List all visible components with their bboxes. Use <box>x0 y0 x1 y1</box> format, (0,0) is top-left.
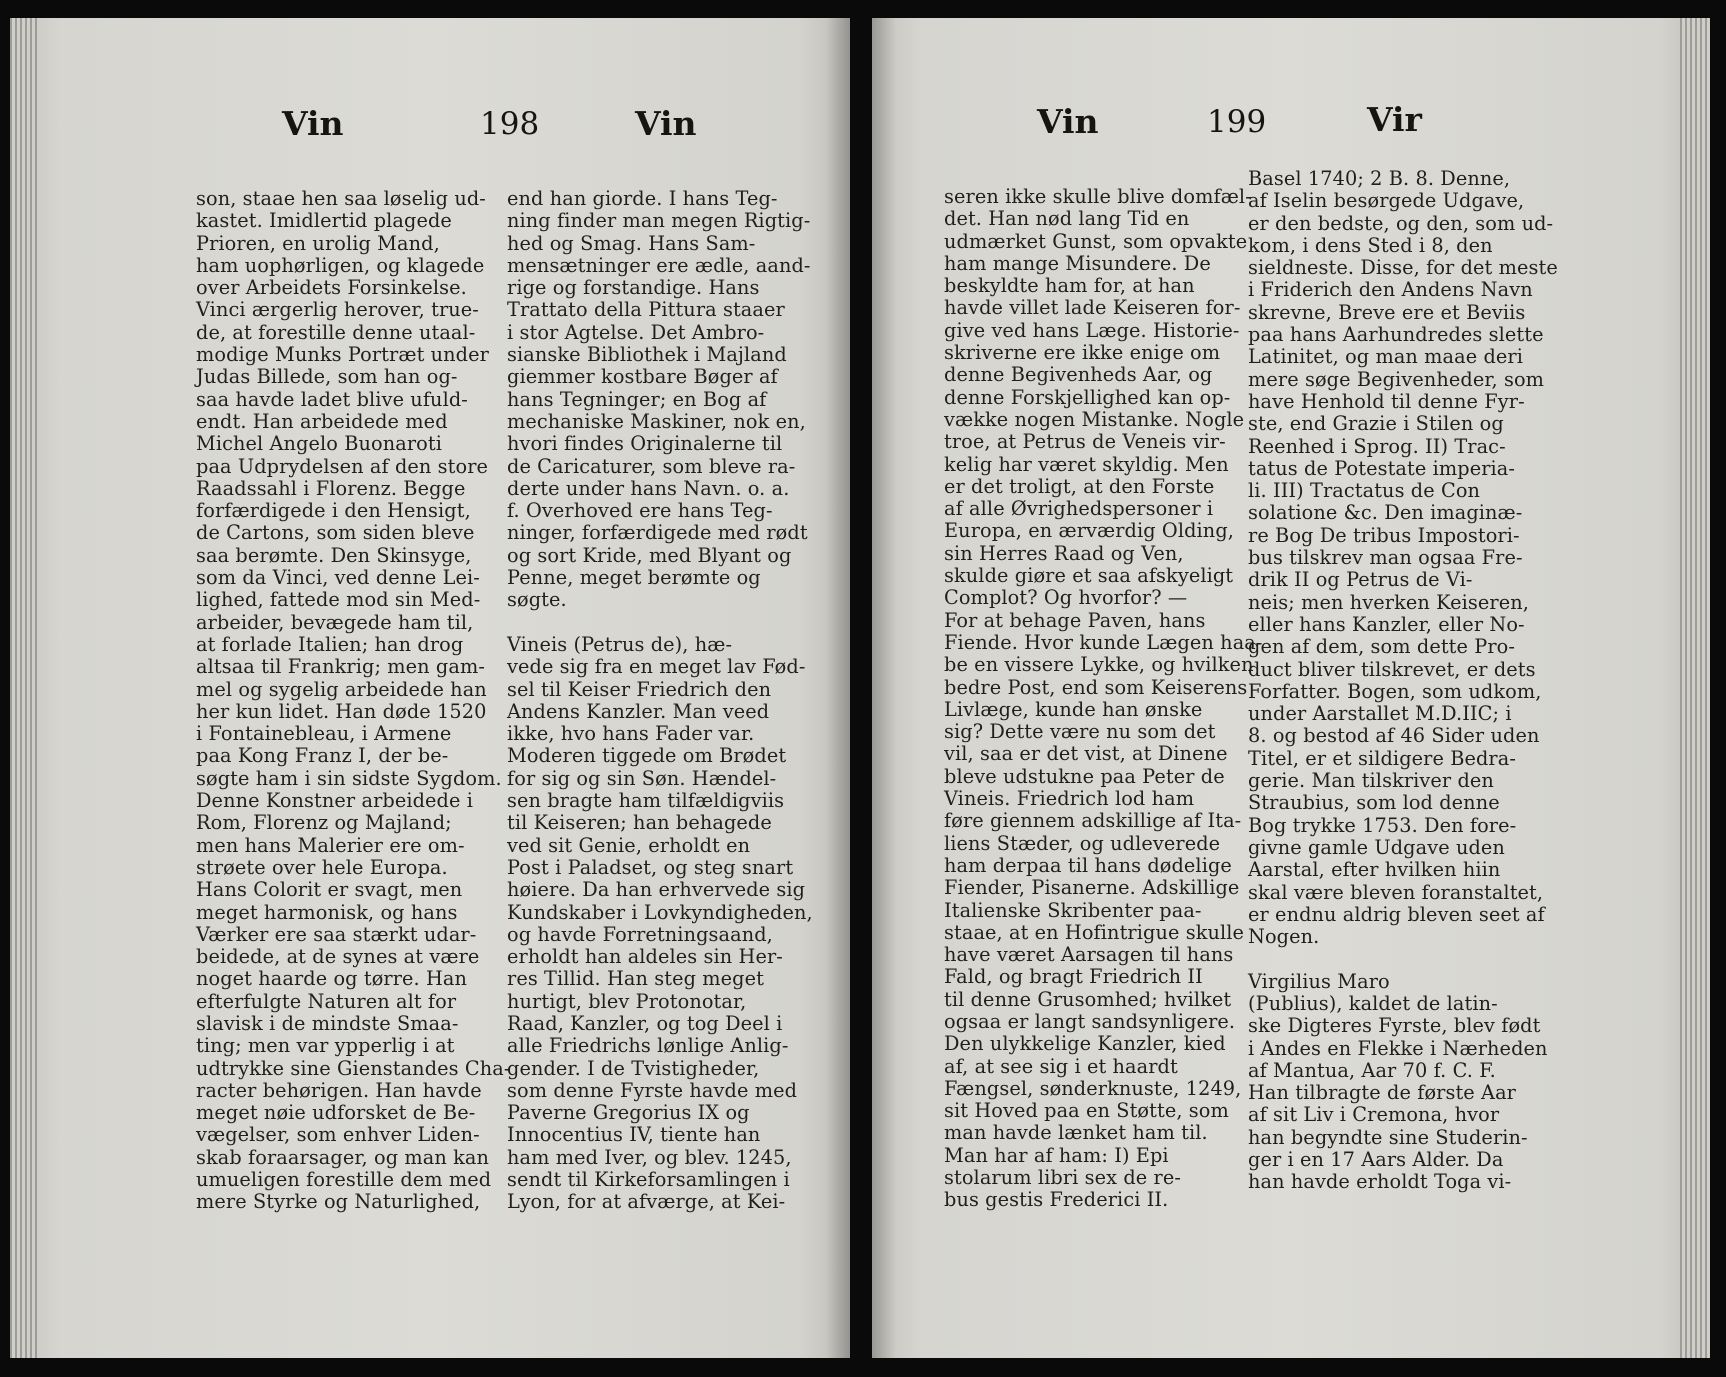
text-line: skrevne, Breve ere et Beviis <box>1248 300 1526 324</box>
text-line: vække nogen Mistanke. Nogle <box>944 407 1245 431</box>
text-line: bus tilskrev man ogsaa Fre- <box>1248 546 1523 570</box>
text-line: efterfulgte Naturen alt for <box>196 989 457 1013</box>
text-line: meget harmonisk, og hans <box>196 900 458 924</box>
text-line: Aarstal, efter hvilken hiin <box>1248 858 1501 882</box>
text-line: Vineis (Petrus de), hæ- <box>507 632 733 656</box>
text-line: son, staae hen saa løselig ud- <box>196 187 486 210</box>
text-line: for sig og sin Søn. Hændel- <box>507 766 777 790</box>
right-column-2 <box>1248 168 1558 1194</box>
text-line: give ved hans Læge. Historie- <box>944 318 1240 342</box>
text-line: ham uophørligen, og klagede <box>196 253 485 277</box>
text-line: Nogen. <box>1248 925 1320 949</box>
text-line: altsaa til Frankrig; men gam- <box>196 655 485 679</box>
text-line: troe, at Petrus de Veneis vir- <box>944 430 1226 454</box>
text-line: de, at forestille denne utaal- <box>196 320 476 344</box>
text-line: af sit Liv i Cremona, hvor <box>1248 1103 1500 1127</box>
text-line: Fiende. Hvor kunde Lægen haa- <box>944 630 1263 654</box>
text-line: ninger, forfærdigede med rødt <box>507 521 808 545</box>
text-line: rige og forstandige. Hans <box>507 276 760 300</box>
text-line: under Aarstallet M.D.IIC; i <box>1248 702 1512 726</box>
text-line: hurtigt, blev Protonotar, <box>507 989 747 1013</box>
paragraph-gap <box>1248 948 1558 970</box>
text-line: modige Munks Portræt under <box>196 343 489 367</box>
text-line: gerie. Man tilskriver den <box>1248 769 1494 793</box>
text-line: er endnu aldrig bleven seet af <box>1248 902 1545 926</box>
text-line: ham med Iver, og blev. 1245, <box>507 1145 792 1169</box>
text-line: Vinci ærgerlig herover, true- <box>196 298 479 322</box>
text-line: Straubius, som lod denne <box>1248 791 1500 815</box>
text-line: gender. I de Tvistigheder, <box>507 1056 760 1080</box>
text-line: som denne Fyrste havde med <box>507 1078 798 1102</box>
text-line: sieldneste. Disse, for det meste <box>1248 256 1558 280</box>
text-line: umueligen forestille dem med <box>196 1168 492 1192</box>
text-line: sin Herres Raad og Ven, <box>944 541 1184 565</box>
text-line: Penne, meget berømte og <box>507 566 761 590</box>
text-line: have Henhold til denne Fyr- <box>1248 389 1525 413</box>
text-line: ting; men var ypperlig i at <box>196 1034 455 1058</box>
text-line: i stor Agtelse. Det Ambro- <box>507 320 765 344</box>
text-line: racter behørigen. Han havde <box>196 1078 482 1102</box>
text-line: Livlæge, kunde han ønske <box>944 697 1203 721</box>
text-line: gen af dem, som dette Pro- <box>1248 635 1515 659</box>
text-line: udmærket Gunst, som opvakte <box>944 229 1248 253</box>
text-line: sig? Dette være nu som det <box>944 720 1216 744</box>
text-line: Han tilbragte de første Aar <box>1248 1081 1516 1105</box>
text-line: Hans Colorit er svagt, men <box>196 878 463 902</box>
text-line: Europa, en ærværdig Olding, <box>944 519 1234 543</box>
text-line: hans Tegninger; en Bog af <box>507 387 767 411</box>
right-page-edge <box>1680 18 1710 1358</box>
text-line: paa Kong Franz I, der be- <box>196 744 449 768</box>
text-line: beidede, at de synes at være <box>196 945 480 969</box>
text-line: skulde giøre et saa afskyeligt <box>944 564 1234 588</box>
text-line: saa havde ladet blive ufuld- <box>196 387 468 411</box>
left-column-2 <box>507 188 813 1214</box>
text-line: tatus de Potestate imperia- <box>1248 456 1515 480</box>
text-line: For at behage Paven, hans <box>944 608 1206 632</box>
text-line: lighed, fattede mod sin Med- <box>196 588 481 612</box>
text-line: res Tillid. Han steg meget <box>507 967 764 991</box>
text-line: bleve udstukne paa Peter de <box>944 764 1225 788</box>
text-line: liens Stæder, og udleverede <box>944 831 1221 855</box>
text-line: Complot? Og hvorfor? — <box>944 586 1188 610</box>
right-gutter-shadow <box>872 18 896 1358</box>
text-line: er den bedste, og den, som ud- <box>1248 211 1554 235</box>
text-line: saa berømte. Den Skinsyge, <box>196 543 472 567</box>
text-line: over Arbeidets Forsinkelse. <box>196 276 467 300</box>
text-line: sel til Keiser Friedrich den <box>507 677 772 701</box>
text-line: hed og Smag. Hans Sam- <box>507 231 756 255</box>
text-line: slavisk i de mindste Smaa- <box>196 1011 459 1035</box>
text-line: Michel Angelo Buonaroti <box>196 432 442 456</box>
text-line: de Cartons, som siden bleve <box>196 521 475 545</box>
text-line: stolarum libri sex de re- <box>944 1166 1181 1190</box>
text-line: Den ulykkelige Kanzler, kied <box>944 1032 1226 1056</box>
text-line: kastet. Imidlertid plagede <box>196 209 452 233</box>
text-line: end han giorde. I hans Teg- <box>507 187 778 210</box>
text-line: bus gestis Frederici II. <box>944 1188 1169 1212</box>
paragraph-gap <box>507 612 813 634</box>
text-line: ved sit Genie, erholdt en <box>507 833 751 857</box>
text-line: have været Aarsagen til hans <box>944 943 1234 967</box>
text-line: Post i Paladset, og steg snart <box>507 855 794 879</box>
text-line: i Fontainebleau, i Armene <box>196 722 452 746</box>
text-line: Trattato della Pittura staaer <box>507 298 785 322</box>
text-line: at forlade Italien; han drog <box>196 632 464 656</box>
text-line: f. Overhoved ere hans Teg- <box>507 499 773 523</box>
text-line: kom, i dens Sted i 8, den <box>1248 233 1493 257</box>
text-line: staae, at en Hofintrigue skulle <box>944 920 1245 944</box>
text-line: givne gamle Udgave uden <box>1248 835 1505 859</box>
text-line: seren ikke skulle blive domfæl- <box>944 185 1252 208</box>
text-line: bedre Post, end som Keiserens <box>944 675 1248 699</box>
text-line: denne Forskjellighed kan op- <box>944 385 1231 409</box>
text-line: Forfatter. Bogen, som udkom, <box>1248 679 1542 703</box>
text-line: ning finder man megen Rigtig- <box>507 209 811 233</box>
right-header-word: Vin <box>1037 102 1099 141</box>
text-line: de Caricaturer, som bleve ra- <box>507 454 796 478</box>
text-line: erholdt han aldeles sin Her- <box>507 945 783 969</box>
text-line: noget haarde og tørre. Han <box>196 967 468 991</box>
text-line: re Bog De tribus Impostori- <box>1248 523 1520 547</box>
text-line: kelig har været skyldig. Men <box>944 452 1229 476</box>
text-line: paa Udprydelsen af den store <box>196 454 489 478</box>
left-column-1 <box>196 188 510 1214</box>
text-line: Latinitet, og man maae deri <box>1248 345 1524 369</box>
text-line: forfærdigede i den Hensigt, <box>196 499 471 523</box>
text-line: føre giennem adskillige af Ita- <box>944 809 1242 833</box>
text-line: vil, saa er det vist, at Dinene <box>944 742 1228 766</box>
left-page <box>10 18 850 1358</box>
text-line: sen bragte ham tilfældigviis <box>507 789 785 813</box>
text-line: Moderen tiggede om Brødet <box>507 744 787 768</box>
text-line: og sort Kride, med Blyant og <box>507 543 792 567</box>
text-line: derte under hans Navn. o. a. <box>507 476 790 500</box>
right-column-1 <box>944 186 1263 1212</box>
text-line: Værker ere saa stærkt udar- <box>196 922 477 946</box>
left-page-number: 198 <box>480 106 540 142</box>
text-line: skriverne ere ikke enige om <box>944 341 1221 365</box>
text-line: Prioren, en urolig Mand, <box>196 231 440 255</box>
text-line: men hans Malerier ere om- <box>196 833 465 857</box>
text-line: mere Styrke og Naturlighed, <box>196 1190 481 1214</box>
text-line: Reenhed i Sprog. II) Trac- <box>1248 434 1506 458</box>
text-line: Andens Kanzler. Man veed <box>507 699 770 723</box>
text-line: det. Han nød lang Tid en <box>944 207 1190 231</box>
text-line: alle Friedrichs lønlige Anlig- <box>507 1034 789 1058</box>
text-line: meget nøie udforsket de Be- <box>196 1101 476 1125</box>
text-line: man havde lænket ham til. <box>944 1121 1208 1145</box>
text-line: 8. og bestod af 46 Sider uden <box>1248 724 1540 748</box>
text-line: i Friderich den Andens Navn <box>1248 278 1533 302</box>
text-line: ikke, hvo hans Fader var. <box>507 722 755 746</box>
text-line: Titel, er et sildigere Bedra- <box>1248 746 1516 770</box>
left-page-edge <box>10 18 40 1358</box>
text-line: strøete over hele Europa. <box>196 855 448 879</box>
text-line: eller hans Kanzler, eller No- <box>1248 612 1525 636</box>
text-line: be en vissere Lykke, og hvilken <box>944 653 1254 677</box>
right-header-right-word: Vir <box>1367 100 1422 139</box>
text-line: Lyon, for at afværge, at Kei- <box>507 1190 786 1214</box>
text-line: Denne Konstner arbeidede i <box>196 789 474 813</box>
text-line: Rom, Florenz og Majland; <box>196 811 452 835</box>
text-line: af Mantua, Aar 70 f. C. F. <box>1248 1058 1496 1082</box>
left-header-right-word: Vin <box>635 104 697 143</box>
text-line: beskyldte ham for, at han <box>944 274 1195 298</box>
text-line: Fald, og bragt Friedrich II <box>944 965 1203 989</box>
text-line: høiere. Da han erhvervede sig <box>507 878 806 902</box>
text-line: Paverne Gregorius IX og <box>507 1101 750 1125</box>
text-line: li. III) Tractatus de Con <box>1248 479 1481 503</box>
text-line: ham mange Misundere. De <box>944 251 1211 275</box>
text-line: udtrykke sine Gienstandes Cha- <box>196 1056 511 1080</box>
text-line: vede sig fra en meget lav Fød- <box>507 655 806 679</box>
text-line: mensætninger ere ædle, aand- <box>507 253 811 277</box>
text-line: Virgilius Maro <box>1248 969 1390 993</box>
text-line: Raad, Kanzler, og tog Deel i <box>507 1011 783 1035</box>
text-line: arbeider, bevægede ham til, <box>196 610 474 634</box>
text-line: søgte. <box>507 588 567 612</box>
text-line: drik II og Petrus de Vi- <box>1248 568 1473 592</box>
text-line: af alle Øvrighedspersoner i <box>944 497 1214 521</box>
text-line: og havde Forretningsaand, <box>507 922 773 946</box>
text-line: giemmer kostbare Bøger af <box>507 365 778 389</box>
text-line: ger i en 17 Aars Alder. Da <box>1248 1148 1504 1172</box>
text-line: duct bliver tilskrevet, er dets <box>1248 657 1536 681</box>
text-line: ham derpaa til hans dødelige <box>944 853 1232 877</box>
right-page <box>872 18 1710 1358</box>
text-line: han begyndte sine Studerin- <box>1248 1125 1528 1149</box>
text-line: i Andes en Flekke i Nærheden <box>1248 1036 1548 1060</box>
left-page-header <box>10 104 850 154</box>
text-line: Raadssahl i Florenz. Begge <box>196 476 466 500</box>
text-line: endt. Han arbeidede med <box>196 409 448 433</box>
text-line: Judas Billede, som han og- <box>196 365 458 389</box>
text-line: af, at see sig i et haardt <box>944 1054 1178 1078</box>
text-line: paa hans Aarhundredes slette <box>1248 323 1544 347</box>
text-line: Vineis. Friedrich lod ham <box>944 787 1195 811</box>
left-gutter-shadow <box>826 18 850 1358</box>
left-header-word: Vin <box>282 104 344 143</box>
text-line: søgte ham i sin sidste Sygdom. <box>196 766 502 790</box>
text-line: til denne Grusomhed; hvilket <box>944 987 1232 1011</box>
right-page-number: 199 <box>1207 104 1267 140</box>
text-line: solatione &c. Den imaginæ- <box>1248 501 1523 525</box>
text-line: mechaniske Maskiner, nok en, <box>507 409 806 433</box>
text-line: sendt til Kirkeforsamlingen i <box>507 1168 790 1192</box>
text-line: sianske Bibliothek i Majland <box>507 343 787 367</box>
text-line: neis; men hverken Keiseren, <box>1248 590 1529 614</box>
text-line: mere søge Begivenheder, som <box>1248 367 1545 391</box>
text-line: Man har af ham: I) Epi <box>944 1143 1169 1167</box>
text-line: han havde erholdt Toga vi- <box>1248 1170 1512 1194</box>
text-line: ste, end Grazie i Stilen og <box>1248 412 1504 436</box>
text-line: sit Hoved paa en Støtte, som <box>944 1099 1229 1123</box>
text-line: Basel 1740; 2 B. 8. Denne, <box>1248 167 1511 190</box>
text-line: havde villet lade Keiseren for- <box>944 296 1241 320</box>
right-page-header <box>872 100 1710 154</box>
text-line: denne Begivenheds Aar, og <box>944 363 1213 387</box>
text-line: ske Digteres Fyrste, blev født <box>1248 1014 1541 1038</box>
text-line: Fængsel, sønderknuste, 1249, <box>944 1076 1242 1100</box>
text-line: er det troligt, at den Forste <box>944 474 1215 498</box>
text-line: Kundskaber i Lovkyndigheden, <box>507 900 813 924</box>
text-line: vægelser, som enhver Liden- <box>196 1123 480 1147</box>
text-line: her kun lidet. Han døde 1520 <box>196 699 487 723</box>
text-line: Italienske Skribenter paa- <box>944 898 1202 922</box>
text-line: Innocentius IV, tiente han <box>507 1123 761 1147</box>
text-line: skal være bleven foranstaltet, <box>1248 880 1544 904</box>
text-line: som da Vinci, ved denne Lei- <box>196 566 480 590</box>
text-line: hvori findes Originalerne til <box>507 432 783 456</box>
text-line: ogsaa er langt sandsynligere. <box>944 1009 1236 1033</box>
text-line: til Keiseren; han behagede <box>507 811 772 835</box>
text-line: mel og sygelig arbeidede han <box>196 677 487 701</box>
text-line: Fiender, Pisanerne. Adskillige <box>944 876 1240 900</box>
text-line: af Iselin besørgede Udgave, <box>1248 189 1525 213</box>
text-line: Bog trykke 1753. Den fore- <box>1248 813 1517 837</box>
text-line: skab foraarsager, og man kan <box>196 1145 490 1169</box>
text-line: (Publius), kaldet de latin- <box>1248 991 1498 1015</box>
